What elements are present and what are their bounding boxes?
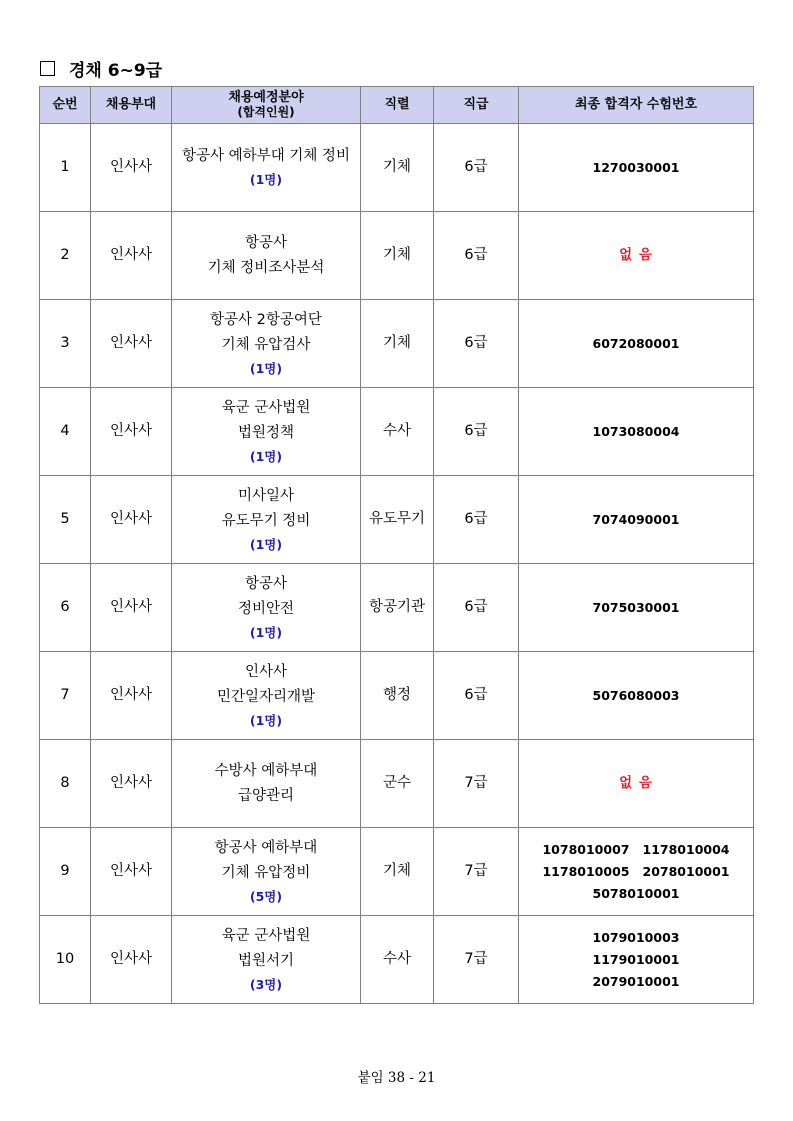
field-line: 항공사 xyxy=(244,234,288,251)
page-number: 붙임 38 - 21 xyxy=(357,1070,436,1086)
exam-number: 1270030001 xyxy=(592,159,680,175)
cell-field xyxy=(172,124,361,212)
table-body xyxy=(40,124,754,1004)
cell-result xyxy=(519,652,754,740)
table-row xyxy=(40,564,754,652)
exam-number-list xyxy=(519,685,753,707)
exam-number: 2079010001 xyxy=(592,973,680,989)
header-field xyxy=(172,87,361,124)
table-row xyxy=(40,740,754,828)
header-dept: 채용부대 xyxy=(91,87,172,124)
table-row xyxy=(40,828,754,916)
table-row xyxy=(40,916,754,1004)
header-grade: 직급 xyxy=(434,87,519,124)
table-row xyxy=(40,300,754,388)
exam-number-list xyxy=(519,927,753,993)
field-line: 육군 군사법원 xyxy=(221,399,311,416)
cell-dept: 인사사 xyxy=(91,916,172,1004)
exam-number-list xyxy=(519,157,753,179)
field-line: 항공사 xyxy=(244,575,288,592)
cell-order: 1 xyxy=(40,124,91,212)
cell-series: 기체 xyxy=(361,828,434,916)
cell-grade: 6급 xyxy=(434,388,519,476)
cell-series: 기체 xyxy=(361,212,434,300)
cell-result xyxy=(519,828,754,916)
exam-number-list xyxy=(519,333,753,355)
exam-number: 1078010007 1178010004 xyxy=(542,841,730,857)
cell-series: 행정 xyxy=(361,652,434,740)
section-title: 경채 6~9급 xyxy=(69,61,163,81)
recruit-count: (1명) xyxy=(249,448,283,464)
field-line: 육군 군사법원 xyxy=(221,927,311,944)
cell-result xyxy=(519,476,754,564)
cell-dept: 인사사 xyxy=(91,652,172,740)
exam-number: 7074090001 xyxy=(592,511,680,527)
field-line: 법원정책 xyxy=(237,424,295,441)
field-line: 민간일자리개발 xyxy=(216,688,316,705)
recruit-count: (5명) xyxy=(249,888,283,904)
cell-grade: 7급 xyxy=(434,916,519,1004)
cell-order: 8 xyxy=(40,740,91,828)
cell-order: 3 xyxy=(40,300,91,388)
no-passer-label: 없 음 xyxy=(619,247,653,263)
cell-grade: 6급 xyxy=(434,476,519,564)
field-line: 유도무기 정비 xyxy=(221,512,311,529)
cell-field xyxy=(172,740,361,828)
header-field-line: 채용예정분야 xyxy=(228,90,304,105)
header-order: 순번 xyxy=(40,87,91,124)
exam-number: 7075030001 xyxy=(592,599,680,615)
cell-field xyxy=(172,916,361,1004)
section-heading xyxy=(40,56,162,81)
cell-order: 10 xyxy=(40,916,91,1004)
cell-grade: 6급 xyxy=(434,652,519,740)
results-table xyxy=(39,86,754,1004)
field-line: 항공사 2항공여단 xyxy=(210,311,322,328)
table-row xyxy=(40,652,754,740)
cell-result xyxy=(519,212,754,300)
cell-field xyxy=(172,300,361,388)
cell-field xyxy=(172,388,361,476)
cell-dept: 인사사 xyxy=(91,476,172,564)
field-line: 미사일사 xyxy=(237,487,295,504)
cell-dept: 인사사 xyxy=(91,564,172,652)
cell-field xyxy=(172,476,361,564)
cell-dept: 인사사 xyxy=(91,828,172,916)
field-line: 기체 정비조사분석 xyxy=(207,259,325,276)
exam-number-list xyxy=(519,421,753,443)
exam-number: 1178010005 2078010001 xyxy=(542,863,730,879)
cell-order: 7 xyxy=(40,652,91,740)
recruit-count: (1명) xyxy=(249,172,283,187)
cell-series: 기체 xyxy=(361,124,434,212)
exam-number: 1179010001 xyxy=(592,951,680,967)
checkbox-square-icon xyxy=(40,61,55,76)
field-line: 항공사 예하부대 기체 정비 xyxy=(182,148,350,164)
header-result: 최종 합격자 수험번호 xyxy=(519,87,754,124)
cell-series: 군수 xyxy=(361,740,434,828)
field-line: 수방사 예하부대 xyxy=(214,762,318,779)
exam-number: 6072080001 xyxy=(592,335,680,351)
table-row xyxy=(40,388,754,476)
cell-dept: 인사사 xyxy=(91,388,172,476)
cell-dept: 인사사 xyxy=(91,300,172,388)
table-row xyxy=(40,124,754,212)
cell-result xyxy=(519,388,754,476)
cell-dept: 인사사 xyxy=(91,124,172,212)
cell-field xyxy=(172,828,361,916)
field-line: 항공사 예하부대 xyxy=(214,839,318,856)
cell-grade: 6급 xyxy=(434,212,519,300)
header-field-sub: (합격인원) xyxy=(237,105,295,119)
exam-number-list xyxy=(519,597,753,619)
cell-series: 유도무기 xyxy=(361,476,434,564)
cell-order: 2 xyxy=(40,212,91,300)
cell-series: 기체 xyxy=(361,300,434,388)
cell-grade: 6급 xyxy=(434,124,519,212)
recruit-count: (3명) xyxy=(249,976,283,992)
cell-field xyxy=(172,652,361,740)
field-line: 법원서기 xyxy=(237,952,295,969)
exam-number: 1079010003 xyxy=(592,929,680,945)
field-line: 인사사 xyxy=(244,663,288,680)
table-row xyxy=(40,476,754,564)
cell-grade: 6급 xyxy=(434,300,519,388)
cell-result xyxy=(519,916,754,1004)
field-line: 기체 유압검사 xyxy=(221,336,311,353)
exam-number-list xyxy=(519,509,753,531)
recruit-count: (1명) xyxy=(249,536,283,552)
cell-result xyxy=(519,740,754,828)
cell-series: 수사 xyxy=(361,916,434,1004)
field-line: 정비안전 xyxy=(237,600,295,617)
header-series: 직렬 xyxy=(361,87,434,124)
recruit-count: (1명) xyxy=(249,360,283,376)
field-line: 기체 유압정비 xyxy=(221,864,311,881)
exam-number: 5078010001 xyxy=(592,885,680,901)
exam-number-list xyxy=(519,839,753,905)
cell-field xyxy=(172,212,361,300)
cell-order: 9 xyxy=(40,828,91,916)
cell-order: 4 xyxy=(40,388,91,476)
cell-order: 5 xyxy=(40,476,91,564)
recruit-count: (1명) xyxy=(249,624,283,640)
cell-grade: 6급 xyxy=(434,564,519,652)
cell-series: 항공기관 xyxy=(361,564,434,652)
table-row xyxy=(40,212,754,300)
cell-dept: 인사사 xyxy=(91,740,172,828)
exam-number: 5076080003 xyxy=(592,687,680,703)
cell-dept: 인사사 xyxy=(91,212,172,300)
exam-number: 1073080004 xyxy=(592,423,680,439)
recruit-count: (1명) xyxy=(249,712,283,728)
cell-result xyxy=(519,564,754,652)
cell-order: 6 xyxy=(40,564,91,652)
cell-series: 수사 xyxy=(361,388,434,476)
cell-grade: 7급 xyxy=(434,740,519,828)
cell-result xyxy=(519,300,754,388)
table-header-row xyxy=(40,87,754,124)
field-line: 급양관리 xyxy=(237,787,295,804)
cell-field xyxy=(172,564,361,652)
cell-result xyxy=(519,124,754,212)
no-passer-label: 없 음 xyxy=(619,775,653,791)
cell-grade: 7급 xyxy=(434,828,519,916)
